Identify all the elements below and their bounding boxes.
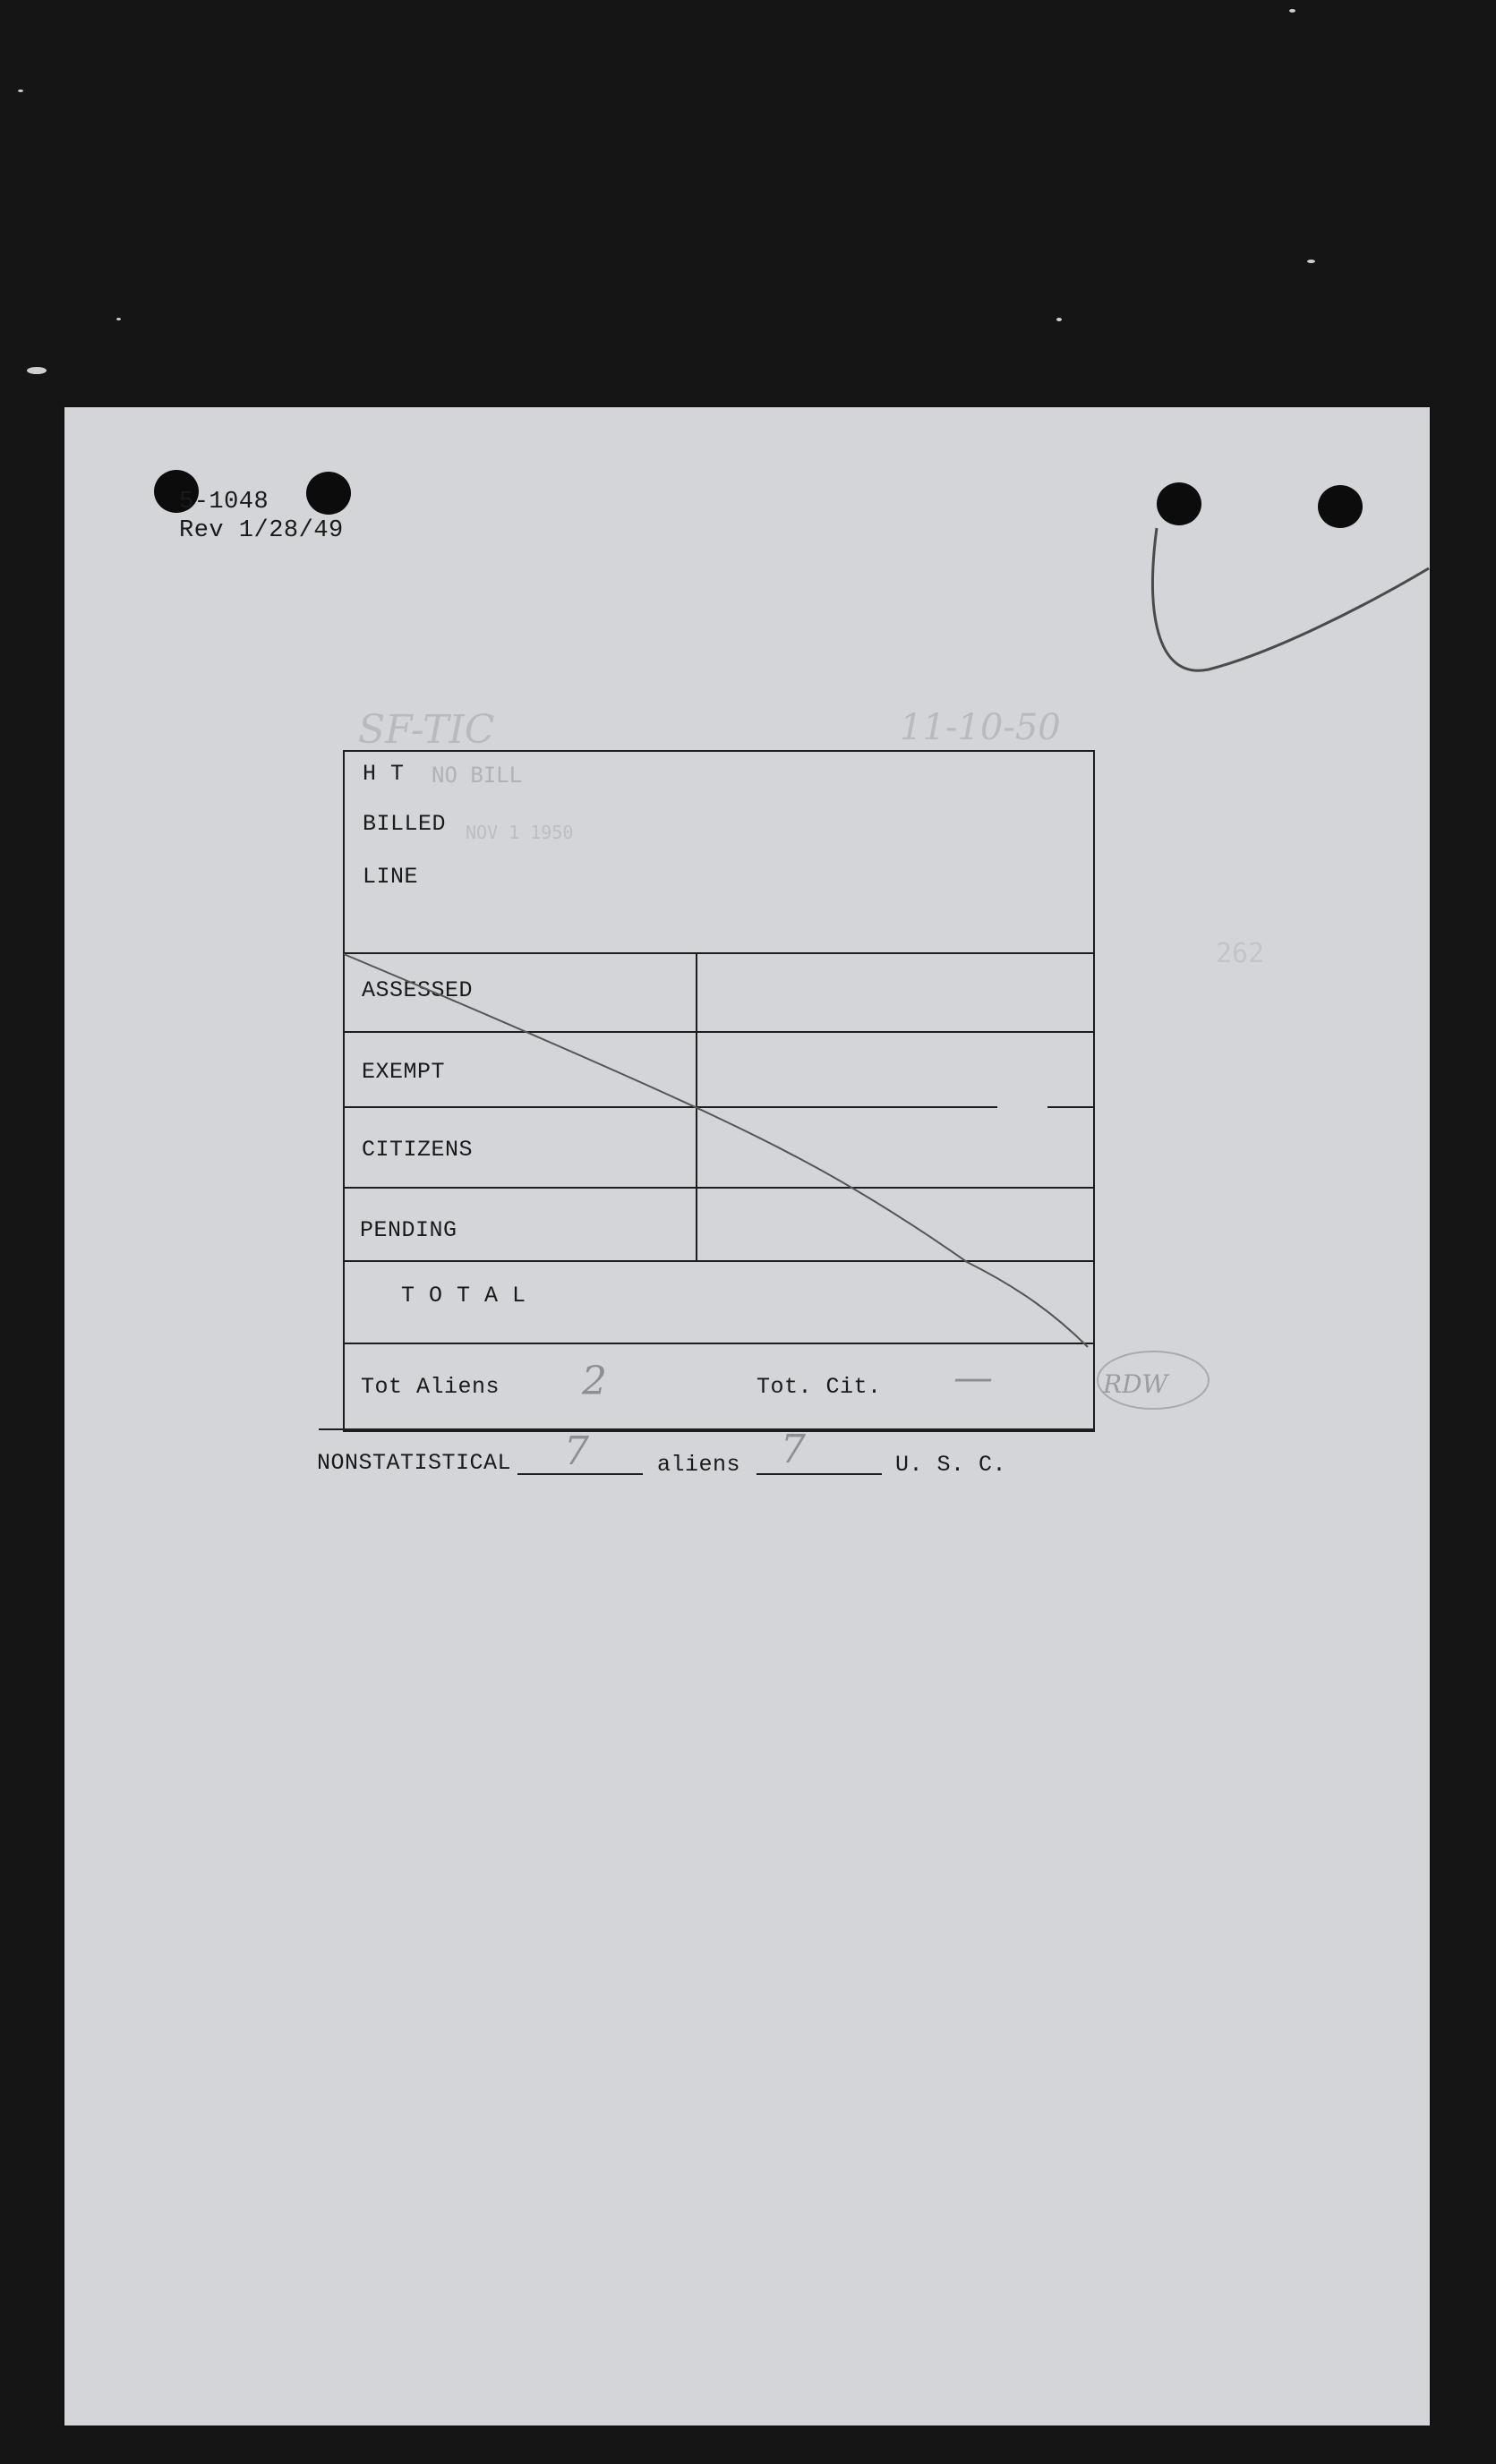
row-label-exempt: EXEMPT — [362, 1059, 446, 1085]
nonstat-usc-value: 7 — [781, 1427, 806, 1472]
page-number-stamp: 262 — [1216, 938, 1265, 969]
form-revision: Rev 1/28/49 — [179, 517, 344, 544]
nonstat-usc-label: U. S. C. — [895, 1452, 1007, 1478]
dust-speck — [1056, 318, 1062, 321]
row-label-pending: PENDING — [360, 1217, 457, 1243]
form-bottom-rule — [319, 1428, 1094, 1430]
grid-line — [344, 1106, 997, 1108]
grid-line — [1047, 1106, 1094, 1108]
punch-hole — [306, 472, 351, 515]
form-number: 5-1048 — [179, 489, 269, 516]
dust-speck — [1289, 9, 1295, 13]
handwritten-office-code: SF-TIC — [358, 707, 495, 753]
nonstat-usc-blank — [757, 1473, 882, 1475]
field-label-line: LINE — [363, 864, 419, 890]
total-label: T O T A L — [401, 1283, 526, 1309]
tally-form-box — [343, 750, 1095, 1432]
received-date-stamp: NOV 1 1950 — [466, 822, 574, 843]
grid-line — [344, 1343, 1094, 1344]
tot-cit-label: Tot. Cit. — [757, 1374, 882, 1400]
punch-hole — [1318, 485, 1363, 528]
row-label-assessed: ASSESSED — [362, 977, 474, 1003]
dust-speck — [27, 367, 47, 374]
tot-cit-value: — — [953, 1355, 993, 1401]
row-label-citizens: CITIZENS — [362, 1137, 474, 1163]
initials-mark: RDW — [1103, 1369, 1168, 1399]
tot-aliens-label: Tot Aliens — [361, 1374, 500, 1400]
dust-speck — [116, 318, 121, 320]
tot-aliens-value: 2 — [582, 1359, 607, 1404]
grid-line — [344, 1187, 1094, 1189]
nonstat-aliens-value: 7 — [564, 1428, 589, 1474]
dust-speck — [1307, 260, 1315, 263]
punch-hole — [1157, 482, 1201, 525]
dust-speck — [18, 90, 23, 92]
no-bill-stamp: NO BILL — [432, 763, 523, 788]
field-label-ht: H T — [363, 761, 405, 787]
column-divider — [696, 952, 697, 1262]
grid-line — [344, 952, 1094, 954]
nonstat-aliens-label: aliens — [657, 1452, 741, 1478]
grid-line — [344, 1031, 1094, 1033]
nonstatistical-label: NONSTATISTICAL — [317, 1450, 512, 1476]
handwritten-date: 11-10-50 — [900, 707, 1061, 748]
grid-line — [344, 1260, 1094, 1262]
field-label-billed: BILLED — [363, 811, 447, 837]
